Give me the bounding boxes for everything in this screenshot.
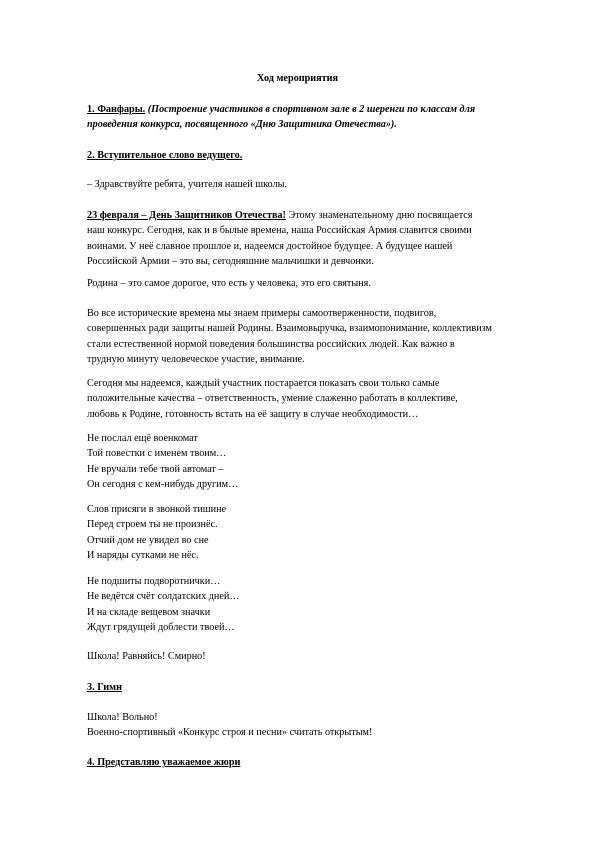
section-fanfare-note-cont: проведения конкурса, посвященного «Дню Защитника Отечества»).	[87, 119, 397, 131]
poem-stanza-1: Не послал ещё военкомат Той повестки с именем твоим… Не вручали тебе твой автомат – Он сегодня с кем-нибудь другим…	[87, 433, 239, 490]
document-title: Ход мероприятия	[256, 73, 339, 84]
section-jury	[87, 755, 517, 770]
paragraph-history: Во все исторические времена мы знаем примеры самоотверженности, подвигов, совершенных ради защиты нашей Родины. Взаимовыручка, взаимопонимание, коллективизм стали естественной нормой поведения большинства российских людей. Как важно в трудную минуту человеческое участие, внимание.	[87, 308, 492, 365]
paragraph-holiday: 23 февраля – День Защитников Отечества! Этому знаменательному дню посвящается наш конкурс. Сегодня, как и в былые времена, наша Российская Армия славится своими воинами. У неё славное прошлое и, надеемся достойное будущее. А будущее нашей Российской Армии – это вы, сегодняшние мальчишки и девчонки.	[87, 210, 473, 267]
section-fanfare	[87, 102, 517, 133]
section-fanfare-heading: 1. Фанфары.	[87, 104, 146, 115]
section-anthem-heading: 3. Гимн	[87, 682, 122, 693]
section-anthem	[87, 680, 517, 695]
command-at-ease: Школа! Вольно! Военно-спортивный «Конкурс строя и песни» считать открытым!	[87, 710, 517, 741]
holiday-lead: 23 февраля – День Защитников Отечества!	[87, 210, 286, 221]
poem-stanza-2: Слов присяги в звонкой тишине Перед строем ты не произнёс. Отчий дом не увидел во сне И наряды сутками не нёс.	[87, 504, 227, 561]
section-intro-heading: 2. Вступительное слово ведущего.	[87, 150, 243, 161]
paragraph-today: Сегодня мы надеемся, каждый участник постарается показать свои только самые положительные качества – ответственность, умение слаженно работать в коллективе, любовь к Родине, готовность встать на её защиту в случае необходимости…	[87, 378, 458, 420]
section-jury-heading: 4. Представляю уважаемое жюри	[87, 757, 241, 768]
section-fanfare-note: (Построение участников в спортивном зале в 2 шеренги по классам для	[145, 104, 476, 115]
poem-stanza-3: Не подшиты подворотнички… Не ведётся счёт солдатских дней… И на складе вещевом значки Ждут грядущей доблести твоей…	[87, 576, 240, 633]
command-attention: Школа! Равняйсь! Смирно!	[87, 651, 206, 662]
greeting-text: – Здравствуйте ребята, учителя нашей школы.	[87, 179, 287, 190]
paragraph-homeland: Родина – это самое дорогое, что есть у человека, это его святыня.	[87, 278, 371, 289]
section-intro	[87, 148, 517, 163]
opening-announcement: Военно-спортивный «Конкурс строя и песни» считать открытым!	[87, 727, 373, 739]
